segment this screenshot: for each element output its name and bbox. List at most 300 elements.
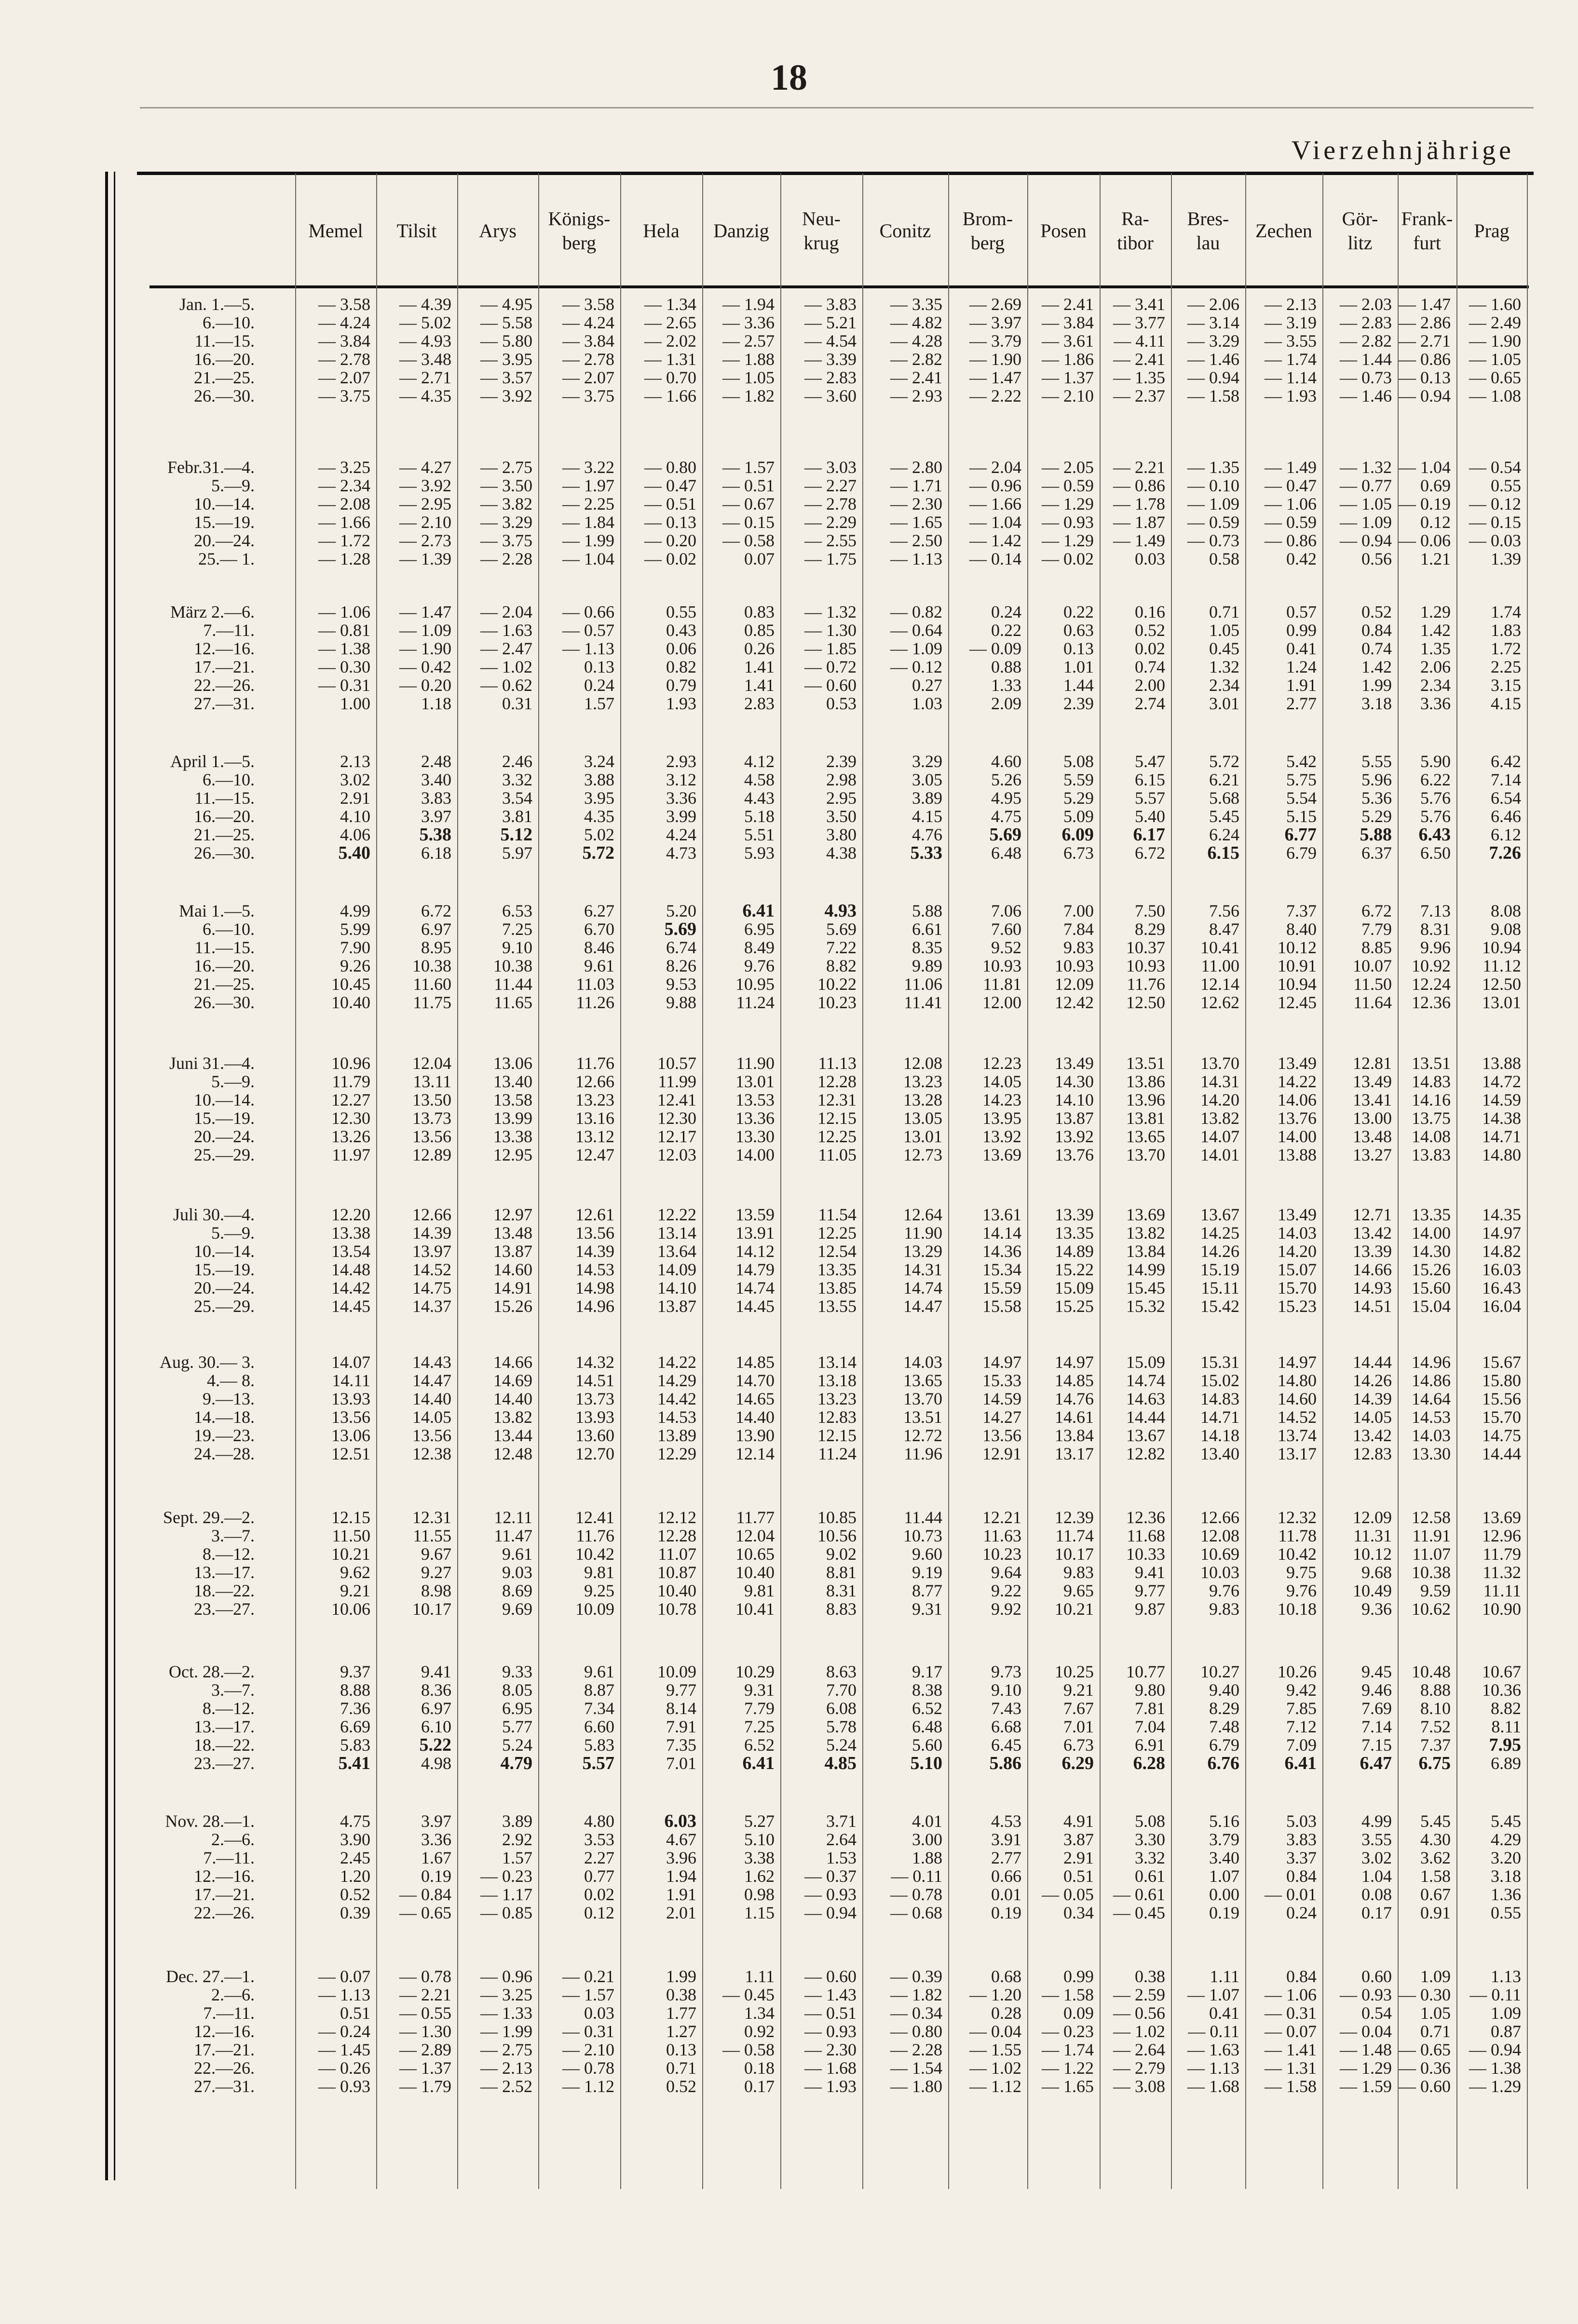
table-cell: — 3.84: [318, 331, 370, 351]
table-cell: 13.35: [1412, 1205, 1451, 1224]
table-cell: 13.23: [575, 1090, 614, 1109]
table-cell: 7.01: [666, 1754, 696, 1773]
table-cell: — 1.29: [1340, 2058, 1392, 2078]
table-cell: 13.42: [1353, 1223, 1392, 1243]
table-cell: — 1.57: [562, 1985, 614, 2004]
table-cell: 14.52: [412, 1260, 451, 1279]
table-cell: 12.30: [657, 1108, 696, 1128]
table-cell: — 2.41: [890, 368, 942, 387]
row-label: 20.—24.: [194, 1278, 255, 1297]
row-label: 15.—19.: [194, 513, 255, 532]
table-cell: 7.14: [1361, 1717, 1392, 1736]
table-cell: 12.17: [657, 1127, 696, 1146]
table-cell: — 5.21: [804, 313, 857, 332]
table-cell: 12.41: [657, 1090, 696, 1109]
table-cell: 14.60: [493, 1260, 532, 1279]
table-cell: 0.01: [991, 1885, 1021, 1904]
table-cell: — 0.36: [1399, 2058, 1451, 2078]
table-cell: — 1.90: [399, 639, 451, 658]
table-cell: — 1.74: [1265, 350, 1317, 369]
table-cell: 5.83: [584, 1735, 614, 1755]
table-cell: 8.29: [1209, 1699, 1239, 1718]
table-cell: 0.98: [744, 1885, 775, 1904]
table-cell: 4.38: [826, 843, 857, 863]
table-cell: — 1.85: [804, 639, 857, 658]
table-row: [111, 1885, 1529, 1904]
column-header-line: lau: [1196, 232, 1220, 254]
table-cell: 10.17: [1055, 1544, 1094, 1564]
table-cell: 14.12: [735, 1242, 775, 1261]
row-label: Oct. 28.—2.: [169, 1662, 255, 1681]
table-cell: — 1.99: [480, 2022, 532, 2041]
table-cell: — 0.86: [1113, 476, 1165, 495]
table-cell: 7.36: [340, 1699, 370, 1718]
table-cell: 6.41: [742, 1753, 775, 1773]
row-group: [111, 1054, 1529, 1164]
table-cell: 0.92: [744, 2022, 775, 2041]
table-cell: 9.92: [991, 1599, 1021, 1619]
column-header-line: Ra-: [1121, 208, 1149, 230]
table-cell: 9.25: [584, 1581, 614, 1600]
table-cell: 6.50: [1420, 843, 1451, 863]
table-cell: 15.42: [1200, 1297, 1239, 1316]
table-cell: 6.42: [1491, 752, 1521, 771]
table-cell: — 1.54: [890, 2058, 942, 2078]
table-row: [111, 1967, 1529, 1986]
table-cell: 4.30: [1420, 1830, 1451, 1849]
table-cell: 13.44: [493, 1426, 532, 1445]
table-cell: 13.90: [735, 1426, 775, 1445]
table-cell: — 2.83: [1340, 313, 1392, 332]
table-cell: 14.80: [1482, 1145, 1521, 1164]
table-cell: — 2.69: [969, 295, 1021, 314]
table-cell: 0.13: [1063, 639, 1094, 658]
row-label: 22.—26.: [194, 676, 255, 695]
table-cell: 0.55: [1491, 476, 1521, 495]
table-cell: — 1.58: [1265, 2077, 1317, 2096]
table-cell: 3.62: [1420, 1848, 1451, 1867]
table-cell: 8.85: [1361, 938, 1392, 957]
table-cell: 13.56: [412, 1426, 451, 1445]
table-cell: 11.03: [576, 974, 614, 994]
table-cell: 4.43: [744, 788, 775, 808]
table-cell: 14.85: [735, 1352, 775, 1372]
table-cell: 15.26: [493, 1297, 532, 1316]
table-cell: 0.77: [584, 1866, 614, 1886]
table-cell: 10.45: [331, 974, 370, 994]
table-cell: 0.12: [584, 1903, 614, 1922]
table-cell: 8.40: [1286, 919, 1317, 939]
table-row: [111, 1260, 1529, 1279]
column-header: [620, 177, 702, 284]
table-row: [111, 957, 1529, 975]
table-cell: 14.37: [412, 1297, 451, 1316]
table-cell: 14.26: [1353, 1371, 1392, 1390]
table-cell: 9.65: [1063, 1581, 1094, 1600]
table-cell: — 1.04: [562, 549, 614, 568]
table-cell: 5.20: [666, 901, 696, 920]
table-cell: 14.09: [657, 1260, 696, 1279]
table-cell: 14.00: [735, 1145, 775, 1164]
table-cell: 10.21: [1055, 1599, 1094, 1619]
table-cell: 10.18: [1278, 1599, 1317, 1619]
table-cell: 3.89: [502, 1811, 532, 1831]
table-cell: 14.44: [1482, 1444, 1521, 1463]
table-cell: 7.81: [1135, 1699, 1165, 1718]
table-cell: 6.17: [1133, 824, 1165, 845]
table-cell: 15.33: [982, 1371, 1021, 1390]
table-cell: 0.84: [1361, 621, 1392, 640]
table-cell: 3.88: [584, 770, 614, 789]
table-cell: 4.75: [340, 1811, 370, 1831]
table-cell: 13.70: [903, 1389, 942, 1408]
table-cell: 4.98: [421, 1754, 451, 1773]
table-cell: 10.07: [1353, 956, 1392, 975]
table-cell: 1.21: [1420, 549, 1451, 568]
table-cell: 10.93: [1126, 956, 1165, 975]
table-cell: 10.29: [735, 1662, 775, 1681]
table-cell: 9.80: [1135, 1680, 1165, 1700]
row-label: 25.—29.: [194, 1145, 255, 1164]
table-cell: 5.68: [1209, 788, 1239, 808]
table-cell: — 0.04: [969, 2022, 1021, 2041]
row-label: 18.—22.: [194, 1735, 255, 1755]
table-cell: — 4.35: [399, 386, 451, 405]
table-cell: 8.49: [744, 938, 775, 957]
table-cell: 1.05: [1209, 621, 1239, 640]
table-cell: — 2.71: [399, 368, 451, 387]
table-cell: 9.89: [912, 956, 942, 975]
table-cell: — 1.90: [1469, 331, 1521, 351]
table-cell: 14.03: [1278, 1223, 1317, 1243]
row-label: 26.—30.: [194, 993, 255, 1012]
table-cell: 12.66: [575, 1072, 614, 1091]
table-cell: — 1.78: [1113, 494, 1165, 513]
table-cell: — 0.30: [1399, 1985, 1451, 2004]
row-label: 12.—16.: [194, 2022, 255, 2041]
row-label: 11.—15.: [194, 331, 255, 351]
table-cell: 12.15: [817, 1426, 857, 1445]
table-cell: 1.00: [340, 694, 370, 713]
table-cell: 4.12: [744, 752, 775, 771]
table-cell: — 3.39: [804, 350, 857, 369]
row-group: [111, 295, 1529, 405]
table-cell: 2.39: [1063, 694, 1094, 713]
table-cell: 2.01: [666, 1903, 696, 1922]
table-cell: 5.88: [1360, 824, 1392, 845]
table-cell: 0.31: [502, 694, 532, 713]
table-cell: 8.36: [421, 1680, 451, 1700]
table-cell: 14.40: [412, 1389, 451, 1408]
table-cell: 14.97: [1482, 1223, 1521, 1243]
column-header-line: furt: [1413, 232, 1441, 254]
table-cell: — 4.54: [804, 331, 857, 351]
table-cell: 12.25: [817, 1127, 857, 1146]
table-cell: 10.09: [657, 1662, 696, 1681]
table-cell: 6.48: [991, 843, 1021, 863]
table-cell: — 0.23: [1042, 2022, 1094, 2041]
column-rule: [948, 174, 949, 2189]
column-header-line: Posen: [1040, 220, 1087, 242]
table-row: [111, 1445, 1529, 1463]
table-cell: 9.31: [912, 1599, 942, 1619]
table-row: [111, 1091, 1529, 1109]
table-cell: — 1.75: [804, 549, 857, 568]
table-cell: — 1.07: [1187, 1985, 1239, 2004]
table-cell: 6.72: [1135, 843, 1165, 863]
table-cell: 9.53: [666, 974, 696, 994]
table-cell: 0.24: [584, 676, 614, 695]
table-cell: 13.01: [1482, 993, 1521, 1012]
table-cell: 12.27: [331, 1090, 370, 1109]
table-cell: 14.38: [1482, 1108, 1521, 1128]
table-cell: — 0.21: [562, 1967, 614, 1986]
table-cell: 12.14: [1200, 974, 1239, 994]
table-row: [111, 639, 1529, 658]
table-row: [111, 807, 1529, 825]
table-cell: 2.98: [826, 770, 857, 789]
table-cell: 12.36: [1126, 1508, 1165, 1527]
table-cell: 9.17: [912, 1662, 942, 1681]
table-cell: — 1.93: [804, 2077, 857, 2096]
table-cell: — 1.68: [804, 2058, 857, 2078]
table-cell: — 3.60: [804, 386, 857, 405]
table-cell: 12.04: [735, 1526, 775, 1545]
table-cell: 12.45: [1278, 993, 1317, 1012]
table-cell: 5.83: [340, 1735, 370, 1755]
table-cell: 7.12: [1286, 1717, 1317, 1736]
table-cell: 11.06: [904, 974, 942, 994]
table-cell: — 1.84: [562, 513, 614, 532]
table-cell: 13.65: [1126, 1127, 1165, 1146]
table-cell: 14.39: [575, 1242, 614, 1261]
column-rule: [457, 174, 458, 2189]
frame-rule: [140, 107, 1534, 108]
table-cell: — 4.11: [1114, 331, 1165, 351]
table-cell: 13.51: [903, 1407, 942, 1427]
table-cell: 13.85: [817, 1278, 857, 1297]
table-cell: 6.95: [502, 1699, 532, 1718]
table-cell: 14.71: [1200, 1407, 1239, 1427]
table-cell: 0.60: [1361, 1967, 1392, 1986]
table-cell: 5.29: [1063, 788, 1094, 808]
table-cell: 13.76: [1055, 1145, 1094, 1164]
table-top-rule: [137, 172, 1534, 175]
table-cell: — 2.73: [399, 531, 451, 550]
table-cell: — 0.73: [1340, 368, 1392, 387]
table-cell: — 0.56: [1113, 2003, 1165, 2023]
table-cell: 4.99: [1361, 1811, 1392, 1831]
table-cell: 1.13: [1491, 1967, 1521, 1986]
table-cell: 7.25: [502, 919, 532, 939]
table-cell: 2.45: [340, 1848, 370, 1867]
table-cell: 13.28: [903, 1090, 942, 1109]
table-cell: 10.62: [1412, 1599, 1451, 1619]
table-cell: 10.96: [331, 1054, 370, 1073]
column-rule: [1027, 174, 1028, 2189]
table-cell: 12.38: [412, 1444, 451, 1463]
table-cell: 16.04: [1482, 1297, 1521, 1316]
table-cell: 0.51: [1063, 1866, 1094, 1886]
table-cell: 6.21: [1209, 770, 1239, 789]
table-cell: 11.77: [736, 1508, 775, 1527]
table-cell: 12.48: [493, 1444, 532, 1463]
table-cell: 0.16: [1135, 602, 1165, 622]
table-cell: — 3.14: [1187, 313, 1239, 332]
table-cell: — 1.34: [644, 295, 696, 314]
row-label: Sept. 29.—2.: [163, 1508, 255, 1527]
table-cell: 12.72: [903, 1426, 942, 1445]
table-cell: 11.13: [818, 1054, 857, 1073]
table-row: [111, 458, 1529, 476]
table-cell: — 1.29: [1469, 2077, 1521, 2096]
table-cell: 5.02: [584, 825, 614, 844]
table-cell: 12.22: [657, 1205, 696, 1224]
table-cell: — 0.94: [1187, 368, 1239, 387]
table-cell: 0.51: [340, 2003, 370, 2023]
table-cell: 14.36: [982, 1242, 1021, 1261]
table-cell: — 2.28: [890, 2040, 942, 2059]
table-cell: 11.31: [1353, 1526, 1392, 1545]
row-label: 21.—25.: [194, 974, 255, 994]
table-cell: 12.91: [982, 1444, 1021, 1463]
table-cell: 3.40: [421, 770, 451, 789]
table-cell: 13.38: [493, 1127, 532, 1146]
column-header-line: Bres-: [1187, 208, 1229, 230]
table-row: [111, 531, 1529, 550]
table-cell: 14.64: [1412, 1389, 1451, 1408]
table-cell: 9.26: [340, 956, 370, 975]
table-cell: 0.84: [1286, 1967, 1317, 1986]
table-cell: 5.42: [1286, 752, 1317, 771]
table-cell: 10.17: [412, 1599, 451, 1619]
table-cell: — 1.87: [1113, 513, 1165, 532]
table-cell: — 2.89: [399, 2040, 451, 2059]
row-label: 25.— 1.: [198, 549, 255, 568]
table-cell: 0.82: [666, 657, 696, 676]
table-cell: 10.77: [1126, 1662, 1165, 1681]
table-cell: 10.12: [1353, 1544, 1392, 1564]
table-row: [111, 2077, 1529, 2095]
table-cell: — 1.65: [890, 513, 942, 532]
table-cell: 13.39: [1353, 1242, 1392, 1261]
table-cell: 13.99: [493, 1108, 532, 1128]
table-cell: 0.08: [1361, 1885, 1392, 1904]
table-cell: — 1.82: [890, 1985, 942, 2004]
table-cell: 2.48: [421, 752, 451, 771]
table-cell: — 0.59: [1042, 476, 1094, 495]
table-cell: 8.69: [502, 1581, 532, 1600]
table-cell: 12.03: [657, 1145, 696, 1164]
table-cell: 9.87: [1135, 1599, 1165, 1619]
table-cell: 14.69: [493, 1371, 532, 1390]
table-cell: 3.97: [421, 807, 451, 826]
table-cell: 12.62: [1200, 993, 1239, 1012]
table-cell: 7.56: [1209, 901, 1239, 920]
table-cell: 13.93: [331, 1389, 370, 1408]
table-cell: 3.89: [912, 788, 942, 808]
table-cell: — 0.26: [318, 2058, 370, 2078]
table-cell: — 1.33: [480, 2003, 532, 2023]
table-cell: 13.92: [1055, 1127, 1094, 1146]
table-cell: 1.24: [1286, 657, 1317, 676]
table-cell: 13.36: [735, 1108, 775, 1128]
table-row: [111, 770, 1529, 789]
table-cell: — 3.61: [1042, 331, 1094, 351]
table-cell: 6.97: [421, 919, 451, 939]
table-cell: 13.14: [817, 1352, 857, 1372]
table-cell: 3.02: [340, 770, 370, 789]
table-cell: — 4.82: [890, 313, 942, 332]
table-cell: 10.09: [575, 1599, 614, 1619]
table-cell: 14.20: [1278, 1242, 1317, 1261]
table-cell: — 0.37: [804, 1866, 857, 1886]
table-cell: 14.76: [1055, 1389, 1094, 1408]
column-rule: [1100, 174, 1101, 2189]
table-cell: 5.24: [826, 1735, 857, 1755]
table-cell: 9.46: [1361, 1680, 1392, 1700]
table-cell: 3.80: [826, 825, 857, 844]
column-rule: [1322, 174, 1323, 2189]
table-cell: 6.91: [1135, 1735, 1165, 1755]
table-cell: 13.49: [1055, 1054, 1094, 1073]
table-cell: 13.84: [1126, 1242, 1165, 1261]
table-cell: 9.21: [1063, 1680, 1094, 1700]
table-cell: 9.96: [1420, 938, 1451, 957]
table-cell: 11.47: [494, 1526, 532, 1545]
table-cell: — 1.44: [1340, 350, 1392, 369]
table-cell: 6.95: [744, 919, 775, 939]
table-cell: 6.43: [1418, 824, 1451, 845]
table-cell: — 2.93: [890, 386, 942, 405]
table-cell: — 3.84: [1042, 313, 1094, 332]
table-cell: 12.28: [817, 1072, 857, 1091]
table-cell: 4.10: [340, 807, 370, 826]
table-cell: — 4.39: [399, 295, 451, 314]
table-cell: 15.07: [1278, 1260, 1317, 1279]
row-label: 3.—7.: [211, 1680, 255, 1700]
table-cell: 14.08: [1412, 1127, 1451, 1146]
table-cell: 5.08: [1063, 752, 1094, 771]
table-cell: 0.87: [1491, 2022, 1521, 2041]
row-label: 7.—11.: [203, 2003, 255, 2023]
table-cell: — 0.65: [1469, 368, 1521, 387]
table-cell: 11.76: [576, 1054, 614, 1073]
table-cell: — 1.39: [399, 549, 451, 568]
table-cell: 0.88: [991, 657, 1021, 676]
table-cell: 2.93: [666, 752, 696, 771]
table-cell: 13.29: [903, 1242, 942, 1261]
table-cell: — 2.25: [562, 494, 614, 513]
table-cell: 1.41: [744, 676, 775, 695]
table-cell: 15.02: [1200, 1371, 1239, 1390]
column-rule: [1245, 174, 1246, 2189]
table-row: [111, 1054, 1529, 1072]
column-header-line: Gör-: [1342, 208, 1378, 230]
row-label: Jan. 1.—5.: [179, 295, 255, 314]
table-cell: — 0.20: [644, 531, 696, 550]
table-cell: — 0.93: [318, 2077, 370, 2096]
table-cell: 2.06: [1420, 657, 1451, 676]
column-header-line: Zechen: [1255, 220, 1312, 242]
table-cell: 7.04: [1135, 1717, 1165, 1736]
row-label: 22.—26.: [194, 1903, 255, 1922]
table-cell: 9.62: [340, 1563, 370, 1582]
table-cell: 1.99: [666, 1967, 696, 1986]
row-label: 6.—10.: [203, 313, 255, 332]
table-cell: — 2.71: [1399, 331, 1451, 351]
table-cell: 5.93: [744, 843, 775, 863]
